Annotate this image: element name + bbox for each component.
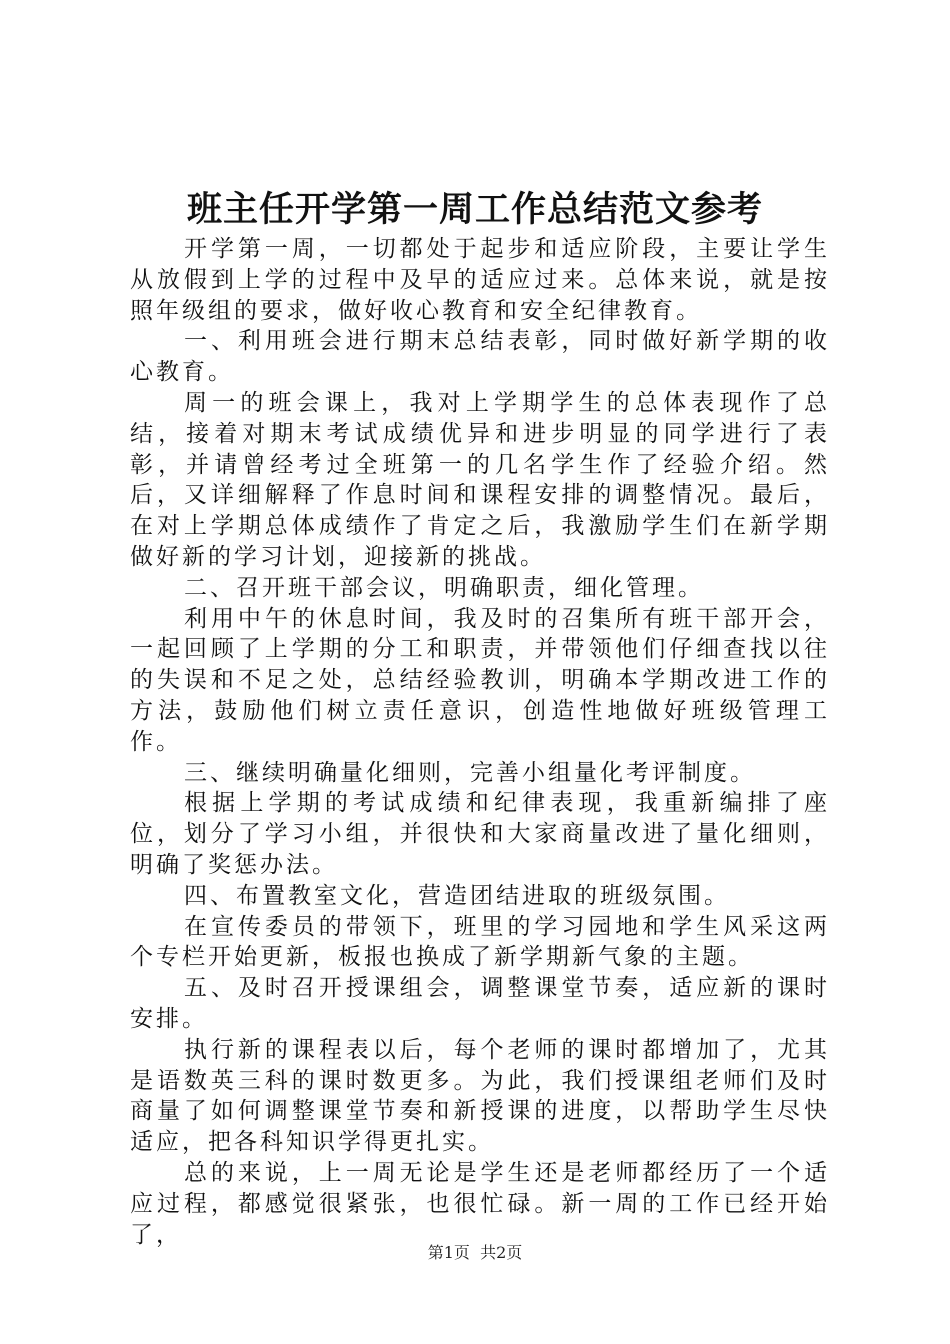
section-heading-1: 一、利用班会进行期末总结表彰，同时做好新学期的收心教育。: [130, 328, 830, 386]
section-heading-5: 五、及时召开授课组会，调整课堂节奏，适应新的课时安排。: [130, 975, 830, 1032]
paragraph-5: 执行新的课程表以后，每个老师的课时都增加了，尤其是语数英三科的课时数更多。为此，我们授课组老师们及时商量了如何调整课堂节奏和新授课的进度，以帮助学生尽快适应，把各科知识学得更扎实。: [130, 1036, 830, 1156]
paragraph-intro: 开学第一周，一切都处于起步和适应阶段，主要让学生从放假到上学的过程中及早的适应过来。总体来说，就是按照年级组的要求，做好收心教育和安全纪律教育。: [130, 236, 830, 324]
paragraph-summary: 总的来说，上一周无论是学生还是老师都经历了一个适应过程，都感觉很紧张，也很忙碌。新一周的工作已经开始了，: [130, 1159, 830, 1248]
section-heading-4: 四、布置教室文化，营造团结进取的班级氛围。: [184, 882, 730, 909]
paragraph-2: 利用中午的休息时间，我及时的召集所有班干部开会，一起回顾了上学期的分工和职责，并带领他们仔细查找以往的失误和不足之处，总结经验教训，明确本学期改进工作的方法，鼓励他们树立责任意识，创造性地做好班级管理工作。: [130, 605, 830, 755]
paragraph-4: 在宣传委员的带领下，班里的学习园地和学生风采这两个专栏开始更新，板报也换成了新学期新气象的主题。: [130, 913, 830, 971]
document-body: [130, 234, 830, 1250]
page-footer: 第1页 共2页: [427, 1243, 523, 1262]
paragraph-1: 周一的班会课上，我对上学期学生的总体表现作了总结，接着对期末考试成绩优异和进步明显的同学进行了表彰，并请曾经考过全班第一的几名学生作了经验介绍。然后，又详细解释了作息时间和课程安排的调整情况。最后，在对上学期总体成绩作了肯定之后，我激励学生们在新学期做好新的学习计划，迎接新的挑战。: [130, 389, 830, 570]
page-title: 班主任开学第一周工作总结范文参考: [186, 189, 763, 230]
paragraph-3: 根据上学期的考试成绩和纪律表现，我重新编排了座位，划分了学习小组，并很快和大家商量改进了量化细则，明确了奖惩办法。: [130, 790, 830, 878]
section-heading-3: 三、继续明确量化细则，完善小组量化考评制度。: [184, 759, 756, 786]
section-heading-2: 二、召开班干部会议，明确职责，细化管理。: [184, 574, 704, 601]
